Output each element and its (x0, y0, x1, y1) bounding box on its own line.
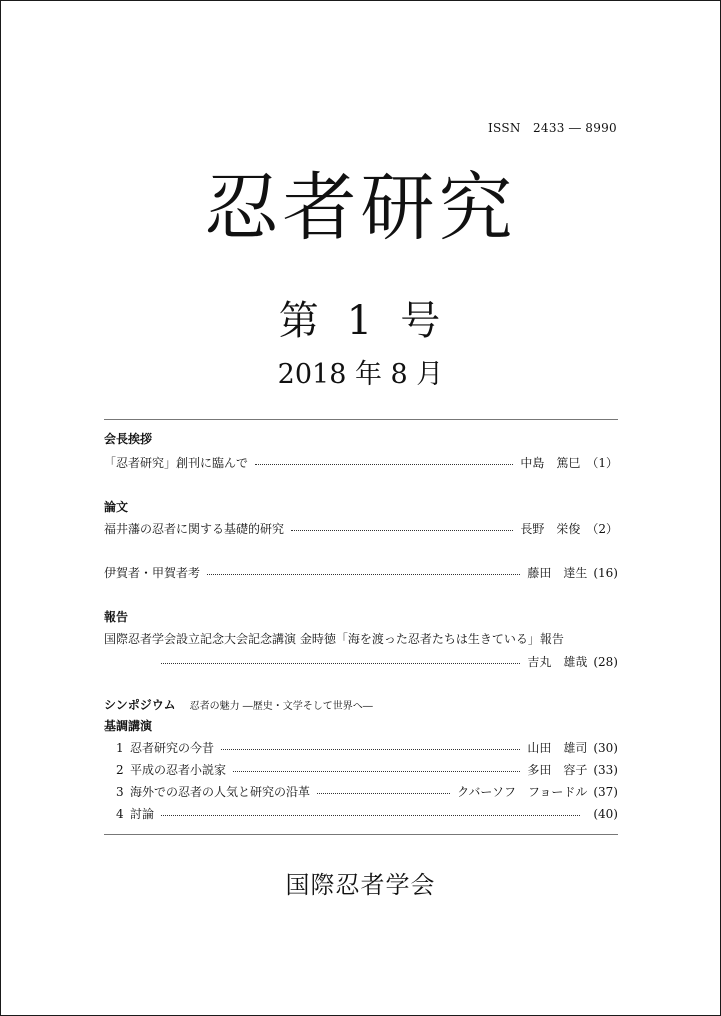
toc-entry (104, 519, 618, 539)
publisher-name: 国際忍者学会 (285, 871, 436, 899)
toc-entry-author: 藤田 達生 (527, 566, 588, 580)
dot-leader (291, 530, 513, 531)
toc-entry (104, 760, 618, 780)
toc-entry-page: （2） (586, 522, 618, 536)
toc-entry-title: 国際忍者学会設立記念大会記念講演 金時徳「海を渡った忍者たちは生きている」報告 (104, 632, 564, 646)
issue-date: 2018 年 8 月 (277, 359, 444, 390)
dot-leader (207, 574, 520, 575)
toc-entry-author: 山田 雄司 (527, 741, 588, 755)
toc-entry-page: (37) (593, 785, 618, 799)
toc-entry-page: （1） (586, 456, 618, 470)
toc-entry-title: 福井藩の忍者に関する基礎的研究 (104, 522, 285, 536)
dot-leader (317, 793, 450, 794)
toc-entry-author: 長野 栄俊 (520, 522, 581, 536)
journal-title: 忍者研究 (204, 165, 517, 251)
toc-entry (104, 738, 618, 758)
toc-entry-page: (33) (593, 763, 618, 777)
volume-digit: 1 (346, 298, 375, 344)
toc-entry-title: 忍者研究の今昔 (130, 741, 215, 755)
toc-entry-author: 多田 容子 (527, 763, 588, 777)
issn-number: ISSN 2433 ― 8990 (488, 121, 617, 135)
subsection-heading-keynote: 基調講演 (104, 719, 153, 733)
dot-leader (161, 815, 580, 816)
dot-leader (233, 771, 520, 772)
toc-entry-number: 3 (116, 785, 124, 799)
dot-leader (161, 663, 520, 664)
volume-prefix: 第 (278, 298, 321, 344)
symposium-heading (104, 695, 618, 715)
dot-leader (255, 464, 513, 465)
toc-entry (104, 563, 618, 583)
bottom-divider (104, 834, 618, 835)
toc-entry (161, 652, 618, 672)
toc-entry-number: 2 (116, 763, 124, 777)
toc-entry-page: (28) (593, 655, 618, 669)
symposium-subtitle: 忍者の魅力 ―歴史・文学そして世界へ― (189, 701, 373, 712)
toc-entry-title: 「忍者研究」創刊に臨んで (104, 456, 249, 470)
toc-entry-number: 4 (116, 807, 124, 821)
volume-suffix: 号 (400, 298, 443, 344)
section-heading-papers: 論文 (104, 500, 129, 514)
toc-entry-number: 1 (116, 741, 124, 755)
toc-entry-title: 海外での忍者の人気と研究の沿革 (130, 785, 311, 799)
toc-entry-title: 伊賀者・甲賀者考 (104, 566, 201, 580)
toc-entry (104, 453, 618, 473)
toc-entry-page: (40) (593, 807, 618, 821)
volume-number (1, 298, 720, 344)
toc-entry-author: 吉丸 雄哉 (527, 655, 588, 669)
top-divider (104, 419, 618, 420)
toc-entry-author: クバーソフ フョードル (457, 785, 588, 799)
section-heading-greeting: 会長挨拶 (104, 432, 153, 446)
toc-entry (104, 782, 618, 802)
dot-leader (221, 749, 520, 750)
toc-entry-page: (16) (593, 566, 618, 580)
section-heading-symposium: シンポジウム (104, 698, 176, 712)
toc-entry-title: 平成の忍者小説家 (130, 763, 227, 777)
toc-entry-page: (30) (593, 741, 618, 755)
toc-entry (104, 804, 618, 824)
section-heading-reports: 報告 (104, 610, 129, 624)
toc-entry-title: 討論 (130, 807, 155, 821)
toc-entry-author: 中島 篤巳 (520, 456, 581, 470)
